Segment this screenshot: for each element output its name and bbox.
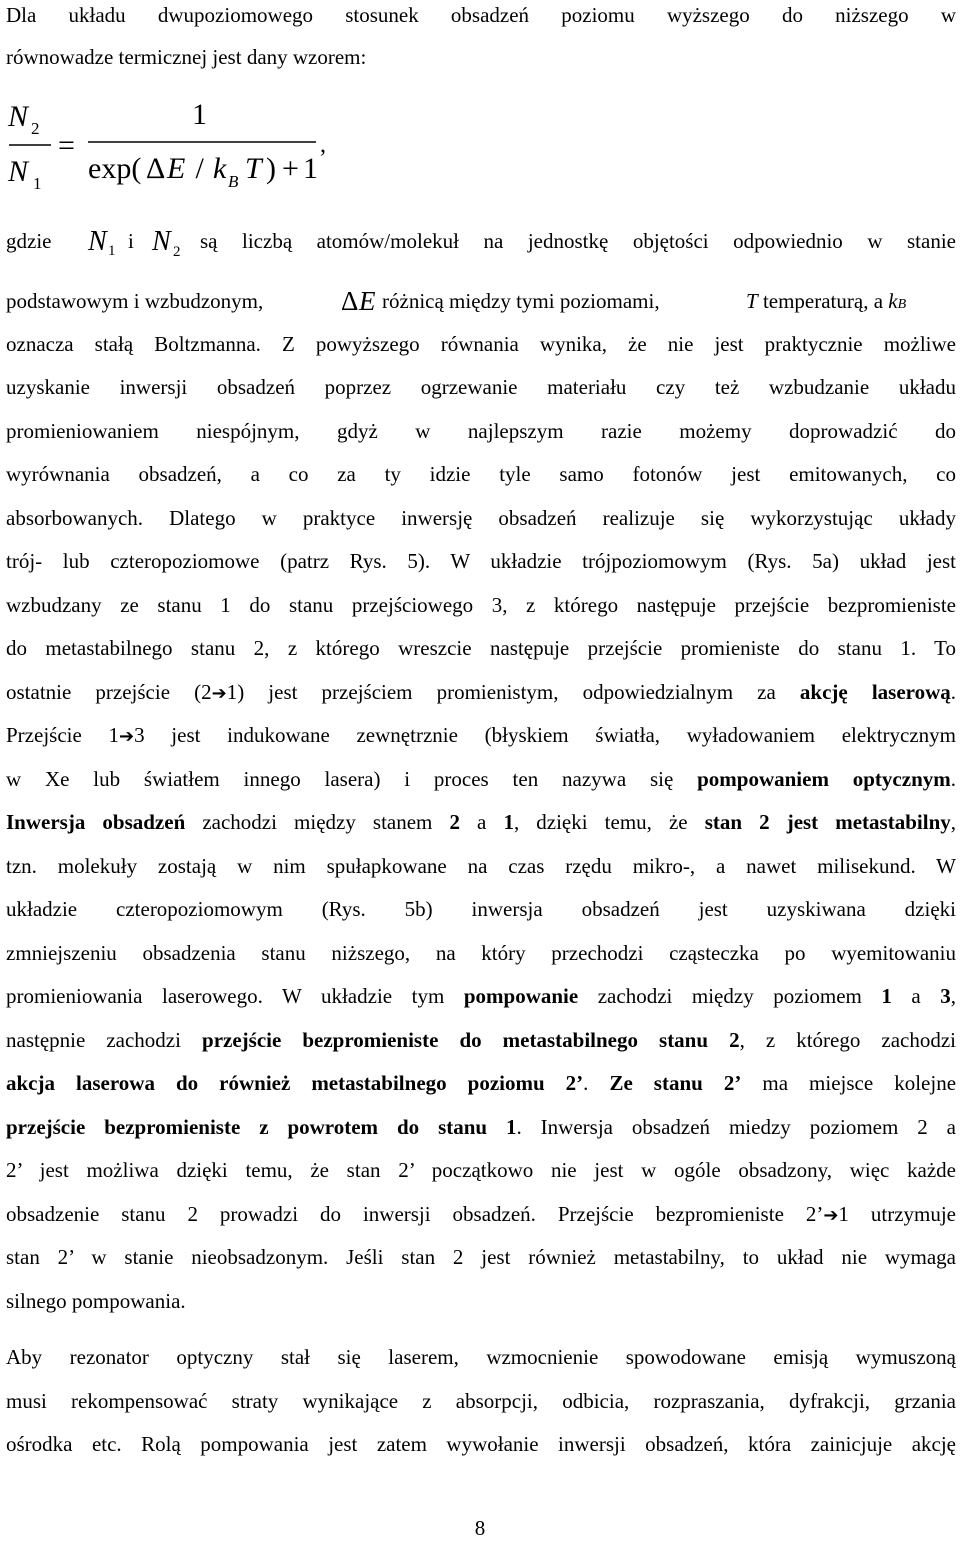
formula-exp: exp( [88, 152, 142, 185]
formula-one: 1 [303, 152, 318, 185]
right-arrow-icon: ➔ [119, 726, 135, 747]
formula-t: T [245, 152, 262, 185]
text-line: następnie zachodzi przejście bezpromieniste do metastabilnego stanu 2, z którego zachodzi [6, 1028, 957, 1052]
text-line: promieniowaniem niespójnym, gdyż w najlepszym razie możemy doprowadzić do [6, 419, 956, 443]
formula-plus: + [282, 152, 299, 185]
text-segment: T temperaturą, a kB [746, 289, 907, 313]
text-line: stan 2’ w stanie nieobsadzonym. Jeśli stan 2 jest również metastabilny, to układ nie wymaga [6, 1245, 956, 1269]
text-line: uzyskanie inwersji obsadzeń poprzez ogrzewanie materiału czy też wzbudzanie układu [6, 375, 956, 399]
inline-n1: N [88, 226, 107, 257]
inline-n1-sub: 1 [108, 243, 116, 259]
inline-n2-sub: 2 [173, 244, 181, 260]
text-line: Dla układu dwupoziomowego stosunek obsadzeń poziomu wyższego do niższego w [6, 3, 956, 27]
formula-close: ) [266, 152, 276, 185]
formula-e: E [167, 152, 186, 185]
formula-kb-sub: B [228, 172, 239, 191]
formula-k: k [213, 152, 227, 185]
text-line: wyrównania obsadzeń, a co za ty idzie tyle samo fotonów jest emitowanych, co [6, 462, 956, 486]
formula-numerator: 1 [192, 98, 207, 131]
formula-sub1: 1 [33, 174, 42, 193]
text-line: wzbudzany ze stanu 1 do stanu przejściowego 3, z którego następuje przejście bezpromieniste [6, 593, 956, 617]
text-line: obsadzenie stanu 2 prowadzi do inwersji obsadzeń. Przejście bezpromieniste 2’➔1 utrzymuje [6, 1202, 956, 1226]
text-line: musi rekompensować straty wynikające z absorpcji, odbicia, rozpraszania, dyfrakcji, grzania [6, 1389, 956, 1413]
text-line: ośrodka etc. Rolą pompowania jest zatem wywołanie inwersji obsadzeń, która zainicjuje akcję [6, 1432, 956, 1456]
text-word: i [128, 229, 134, 253]
text-line: tzn. molekuły zostają w nim spułapkowane na czas rzędu mikro-, a nawet milisekund. W [6, 854, 956, 878]
formula-comma: , [320, 132, 326, 158]
text-line: przejście bezpromieniste z powrotem do stanu 1. Inwersja obsadzeń miedzy poziomem 2 a [6, 1115, 956, 1139]
text-word: gdzie [6, 229, 52, 253]
text-line: Inwersja obsadzeń zachodzi między stanem 2 a 1, dzięki temu, że stan 2 jest metastabilny, [6, 810, 956, 834]
text-line: ostatnie przejście (2➔1) jest przejściem promienistym, odpowiedzialnym za akcję laserową. [6, 680, 956, 704]
text-line: układzie czteropoziomowym (Rys. 5b) inwersja obsadzeń jest uzyskiwana dzięki [6, 897, 956, 921]
text-line: są liczbą atomów/molekuł na jednostkę objętości odpowiednio w stanie [200, 229, 956, 253]
text-line: Aby rezonator optyczny stał się laserem, wzmocnienie spowodowane emisją wymuszoną [6, 1345, 956, 1369]
boltzmann-formula [0, 0, 960, 330]
text-line: równowadze termicznej jest dany wzorem: [6, 45, 367, 69]
inline-delta: Δ [341, 286, 359, 316]
formula-equals: = [58, 129, 75, 162]
text-line: 2’ jest możliwa dzięki temu, że stan 2’ początkowo nie jest w ogóle obsadzony, więc każde [6, 1158, 956, 1182]
formula-n1: N [8, 155, 29, 188]
text-segment: podstawowym i wzbudzonym, [6, 289, 264, 313]
right-arrow-icon: ➔ [823, 1205, 839, 1226]
right-arrow-icon: ➔ [211, 683, 227, 704]
text-line: Przejście 1➔3 jest indukowane zewnętrznie (błyskiem światła, wyładowaniem elektrycznym [6, 723, 956, 747]
inline-e: E [359, 286, 376, 316]
formula-delta: Δ [146, 152, 166, 185]
text-line: w Xe lub światłem innego lasera) i proces ten nazywa się pompowaniem optycznym. [6, 767, 956, 791]
page-number: 8 [474, 1516, 486, 1540]
text-line: do metastabilnego stanu 2, z którego wreszcie następuje przejście promieniste do stanu 1. To [6, 636, 956, 660]
text-line: akcja laserowa do również metastabilnego poziomu 2’. Ze stanu 2’ ma miejsce kolejne [6, 1071, 957, 1095]
formula-slash: / [188, 152, 212, 185]
text-line: absorbowanych. Dlatego w praktyce inwersję obsadzeń realizuje się wykorzystując układy [6, 506, 956, 530]
text-line: zmniejszeniu obsadzenia stanu niższego, na który przechodzi cząsteczka po wyemitowaniu [6, 941, 956, 965]
text-line: oznacza stałą Boltzmanna. Z powyższego równania wynika, że nie jest praktycznie możliwe [6, 332, 956, 356]
var-kb: k [888, 289, 898, 313]
text-line: trój- lub czteropoziomowe (patrz Rys. 5). W układzie trójpoziomowym (Rys. 5a) układ jest [6, 549, 956, 573]
text-line: promieniowania laserowego. W układzie tym pompowanie zachodzi między poziomem 1 a 3, [6, 984, 957, 1008]
formula-n2: N [8, 100, 29, 133]
formula-sub2: 2 [31, 119, 40, 138]
text-segment: różnicą między tymi poziomami, [382, 289, 660, 313]
var-t: T [746, 289, 758, 313]
text-line: silnego pompowania. [6, 1289, 186, 1313]
inline-n2: N [152, 226, 171, 257]
